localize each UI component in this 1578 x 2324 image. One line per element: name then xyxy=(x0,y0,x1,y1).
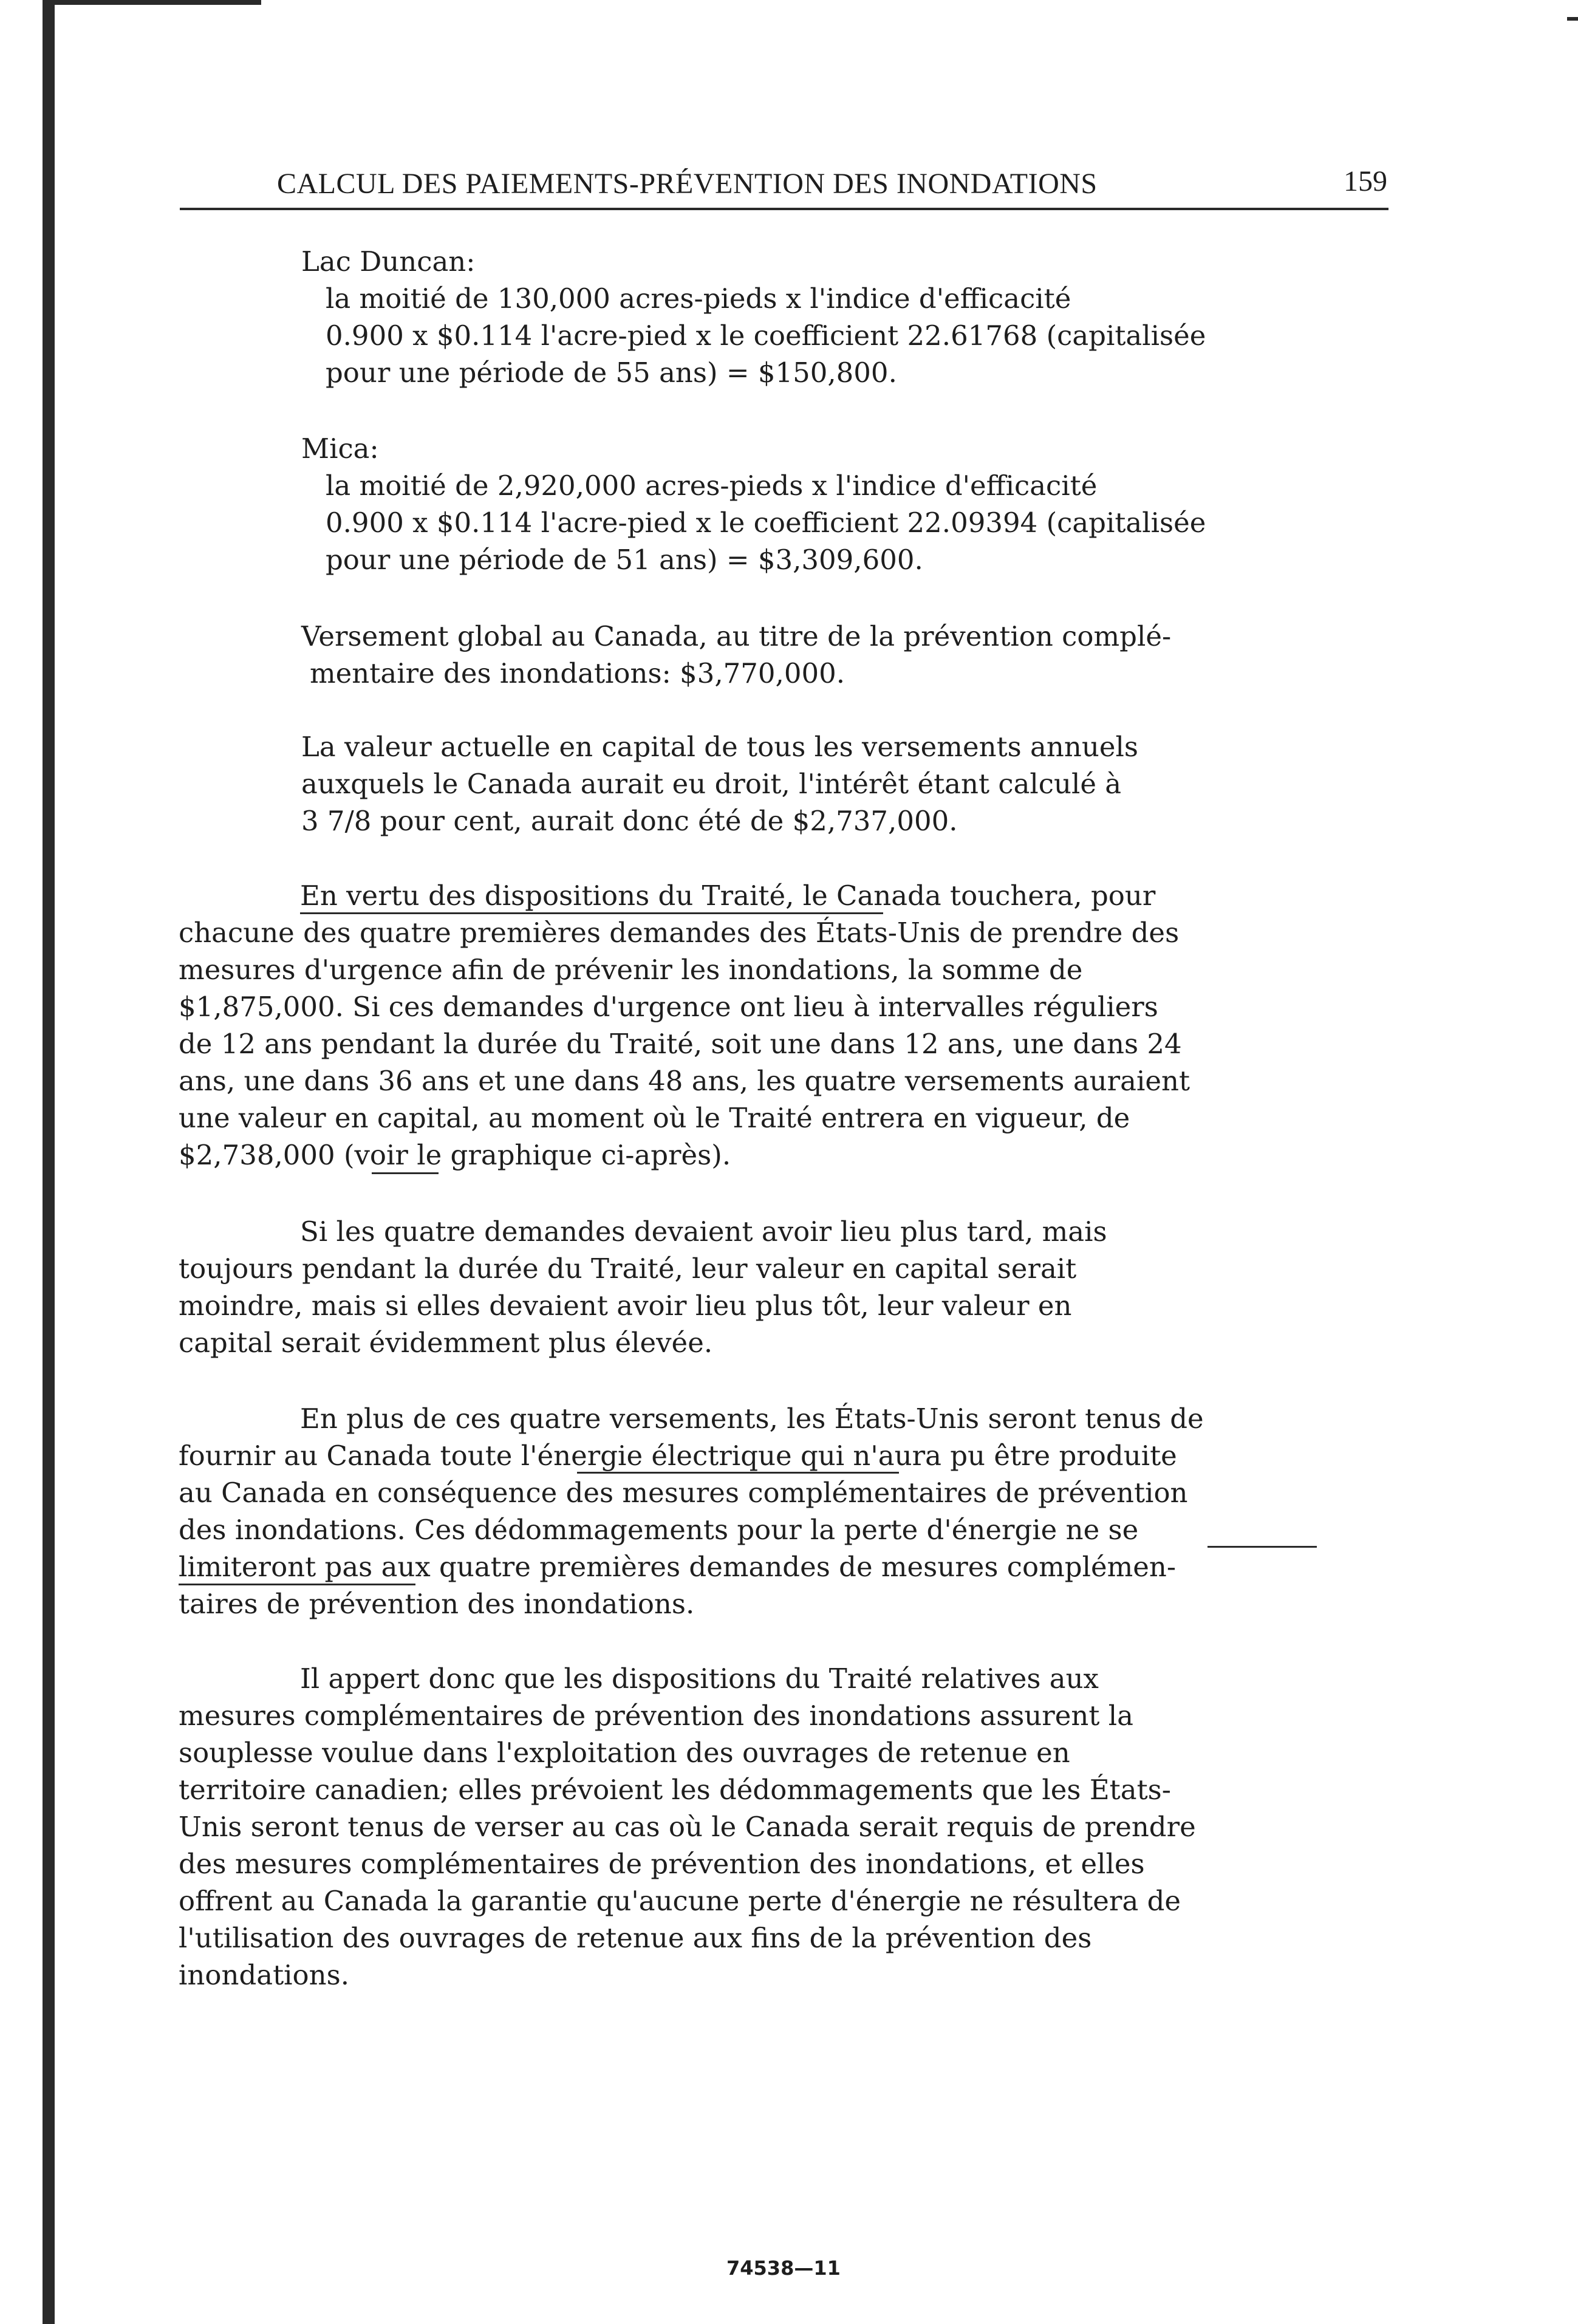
underline-limiteront-pas xyxy=(179,1584,415,1585)
footer-code: 74538—11 xyxy=(726,2257,841,2280)
paragraph-line: des inondations. Ces dédommagements pour la perte d'énergie ne se xyxy=(179,1514,1139,1546)
paragraph-line: En plus de ces quatre versements, les États-Unis seront tenus de xyxy=(300,1403,1204,1435)
versement-global-paragraph xyxy=(301,618,1171,692)
page-binding-top xyxy=(43,0,261,5)
valeur-actuelle-paragraph xyxy=(301,728,1138,839)
paragraph-line: toujours pendant la durée du Traité, leur valeur en capital serait xyxy=(179,1253,1077,1285)
paragraph-line: des mesures complémentaires de prévention des inondations, et elles xyxy=(179,1848,1145,1880)
underline-en-vertu xyxy=(300,912,883,914)
duncan-line: la moitié de 130,000 acres-pieds x l'indice d'efficacité xyxy=(326,282,1071,315)
paragraph-line: inondations. xyxy=(179,1959,350,1991)
mica-line: pour une période de 51 ans) = $3,309,600. xyxy=(326,544,923,576)
paragraph-line: Si les quatre demandes devaient avoir lieu plus tard, mais xyxy=(300,1215,1107,1248)
paragraph-line: Il appert donc que les dispositions du Traité relatives aux xyxy=(300,1663,1099,1695)
duncan-label: Lac Duncan: xyxy=(301,245,476,278)
paragraph-line: une valeur en capital, au moment où le Traité entrera en vigueur, de xyxy=(179,1102,1130,1134)
duncan-block xyxy=(301,243,1206,391)
paragraph-line: taires de prévention des inondations. xyxy=(179,1588,695,1620)
paragraph-line: mesures d'urgence afin de prévenir les inondations, la somme de xyxy=(179,954,1083,986)
paragraph-line: capital serait évidemment plus élevée. xyxy=(179,1327,713,1359)
versement-global-line: mentaire des inondations: $3,770,000. xyxy=(310,657,845,689)
body-paragraph-1 xyxy=(179,877,1190,1174)
page-binding-edge xyxy=(43,0,55,2324)
paragraph-line: souplesse voulue dans l'exploitation des ouvrages de retenue en xyxy=(179,1737,1070,1769)
underline-voir xyxy=(372,1172,439,1174)
body-paragraph-2 xyxy=(179,1213,1107,1361)
underline-energie-electrique xyxy=(577,1472,899,1474)
duncan-line: pour une période de 55 ans) = $150,800. xyxy=(326,357,897,389)
page-number: 159 xyxy=(1344,165,1387,197)
paragraph-line: de 12 ans pendant la durée du Traité, soit une dans 12 ans, une dans 24 xyxy=(179,1028,1182,1060)
paragraph-line: limiteront pas aux quatre premières demandes de mesures complémen- xyxy=(179,1551,1177,1583)
duncan-line: 0.900 x $0.114 l'acre-pied x le coefficient 22.61768 (capitalisée xyxy=(326,320,1206,352)
paragraph-line: Unis seront tenus de verser au cas où le Canada serait requis de prendre xyxy=(179,1811,1196,1843)
paragraph-line: En vertu des dispositions du Traité, le Canada touchera, pour xyxy=(300,880,1156,912)
paragraph-line: mesures complémentaires de prévention des inondations assurent la xyxy=(179,1700,1134,1732)
paragraph-line: fournir au Canada toute l'énergie électrique qui n'aura pu être produite xyxy=(179,1440,1177,1472)
valeur-actuelle-line: La valeur actuelle en capital de tous les versements annuels xyxy=(301,731,1138,763)
body-paragraph-3 xyxy=(179,1400,1204,1622)
paragraph-line: ans, une dans 36 ans et une dans 48 ans, les quatre versements auraient xyxy=(179,1065,1190,1097)
valeur-actuelle-line: auxquels le Canada aurait eu droit, l'intérêt étant calculé à xyxy=(301,768,1122,800)
paragraph-line: $2,738,000 (voir le graphique ci-après). xyxy=(179,1139,731,1171)
page-edge-mark xyxy=(1567,17,1578,21)
body-paragraph-4 xyxy=(179,1660,1196,1994)
mica-label: Mica: xyxy=(301,432,379,465)
versement-global-line: Versement global au Canada, au titre de la prévention complé- xyxy=(301,620,1172,652)
paragraph-line: l'utilisation des ouvrages de retenue aux fins de la prévention des xyxy=(179,1922,1092,1954)
paragraph-line: offrent au Canada la garantie qu'aucune perte d'énergie ne résultera de xyxy=(179,1885,1181,1917)
paragraph-line: territoire canadien; elles prévoient les dédommagements que les États- xyxy=(179,1774,1171,1806)
mica-block xyxy=(301,430,1206,578)
header-title: CALCUL DES PAIEMENTS-PRÉVENTION DES INONDATIONS xyxy=(277,168,1098,200)
paragraph-line: $1,875,000. Si ces demandes d'urgence ont lieu à intervalles réguliers xyxy=(179,991,1158,1023)
mica-line: la moitié de 2,920,000 acres-pieds x l'indice d'efficacité xyxy=(326,470,1098,502)
mica-line: 0.900 x $0.114 l'acre-pied x le coefficient 22.09394 (capitalisée xyxy=(326,507,1206,539)
valeur-actuelle-line: 3 7/8 pour cent, aurait donc été de $2,737,000. xyxy=(301,805,958,837)
paragraph-line: au Canada en conséquence des mesures complémentaires de prévention xyxy=(179,1477,1188,1509)
paragraph-line: moindre, mais si elles devaient avoir lieu plus tôt, leur valeur en xyxy=(179,1290,1072,1322)
underline-ne-se xyxy=(1207,1546,1317,1548)
running-header xyxy=(180,164,1388,210)
paragraph-line: chacune des quatre premières demandes des États-Unis de prendre des xyxy=(179,917,1180,949)
